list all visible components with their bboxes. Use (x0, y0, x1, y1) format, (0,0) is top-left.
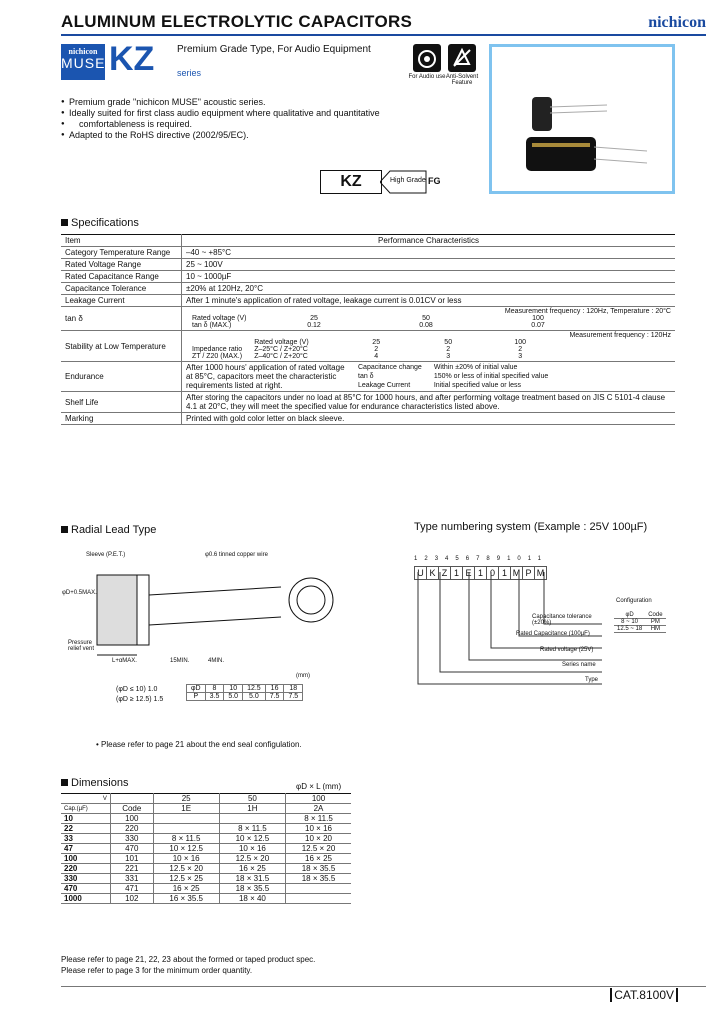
spec-item: tan δ (61, 307, 182, 331)
tan-table (186, 315, 594, 329)
series-label: series (177, 68, 202, 78)
table-row (61, 874, 351, 884)
stab-v: 100 (514, 339, 527, 346)
type-char: 0 (486, 566, 499, 580)
wire-label: φ0.6 tinned copper wire (205, 552, 268, 558)
tan-measurement: Measurement frequency : 120Hz, Temperature : 20°C (504, 308, 671, 315)
type-numbering-heading: Type numbering system (Example : 25V 100µF) (414, 521, 648, 533)
footer-rule (61, 986, 706, 987)
tan-val: 0.07 (531, 322, 545, 329)
dim-header-v: V (61, 794, 110, 804)
type-index: 5 (455, 556, 466, 562)
end-seal-note: • Please refer to page 21 about the end seal configulation. (96, 740, 302, 749)
p-label: P (187, 693, 206, 701)
table-row (61, 834, 351, 844)
dim-voltage: 50 (219, 794, 285, 804)
dim-cell: 18 × 31.5 (219, 874, 285, 884)
dim-header-cap: Cap.(µF) (61, 804, 110, 814)
table-row (61, 794, 351, 804)
p-val: 7.5 (284, 693, 303, 701)
dim-cell: 8 × 11.5 (219, 824, 285, 834)
title-rule (61, 34, 706, 36)
stab-v: 25 (372, 339, 381, 346)
dim-code: 221 (110, 864, 153, 874)
dim-cell: 10 × 16 (286, 824, 351, 834)
type-char: 1 (474, 566, 487, 580)
length-label: L+αMAX. (112, 658, 137, 664)
spec-item: Rated Voltage Range (61, 259, 182, 271)
dim-voltage: 100 (286, 794, 351, 804)
dim-cap: 1000 (61, 894, 110, 904)
type-label-config: Configuration (616, 598, 652, 604)
dim-code: 102 (110, 894, 153, 904)
dim-code: 330 (110, 834, 153, 844)
type-index: 8 (486, 556, 497, 562)
table-row (61, 804, 351, 814)
dim-cell: 8 × 11.5 (286, 814, 351, 824)
stab-table (186, 339, 556, 360)
type-char: P (522, 566, 535, 580)
stab-val: 2 (446, 346, 451, 353)
dimensions-unit: φD × L (mm) (296, 782, 342, 791)
table-row (61, 235, 675, 247)
dim-cap: 220 (61, 864, 110, 874)
stab-v: 50 (444, 339, 453, 346)
spec-item: Endurance (61, 362, 182, 392)
type-indices (414, 556, 548, 562)
dim-cell (286, 894, 351, 904)
endurance-table (352, 363, 554, 390)
specifications-table (61, 234, 675, 425)
stab-val: 4 (374, 353, 379, 360)
dim-cap: 22 (61, 824, 110, 834)
type-label-voltage: Rated voltage (25V) (540, 647, 594, 653)
dim-cap: 330 (61, 874, 110, 884)
radial-heading: Radial Lead Type (61, 524, 156, 536)
dim-cap: 470 (61, 884, 110, 894)
dim-cell: 12.5 × 20 (153, 864, 219, 874)
len4-label: 4MIN. (208, 658, 225, 664)
feature-item: ● Adapted to the RoHS directive (2002/95/EC). (61, 130, 380, 141)
spec-value: –40 ~ +85°C (182, 247, 676, 259)
spec-item: Stability at Low Temperature (61, 331, 182, 362)
dim-code: 220 (110, 824, 153, 834)
header-perf: Performance Characteristics (182, 235, 676, 247)
end-label: Leakage Current (358, 382, 411, 389)
pd-val: 12.5 (243, 685, 266, 693)
type-index: 9 (496, 556, 508, 562)
endurance-text: After 1000 hours' application of rated voltage at 85°C, capacitors meet the characteristic requirements listed at right. (186, 363, 345, 390)
spec-value: ±20% at 120Hz, 20°C (182, 283, 676, 295)
dim-cell: 18 × 35.5 (286, 874, 351, 884)
specifications-heading: Specifications (61, 217, 139, 229)
table-row (61, 413, 675, 425)
dim-header-code: Code (110, 804, 153, 814)
spec-value: After storing the capacitors under no load at 85°C for 1000 hours, and after performing voltage treatment based on JIS C 5101-4 clause 4.1 at 20°C, they will meet the specified value for endurance characteristics listed above. (182, 392, 676, 413)
feature-item: ● Ideally suited for first class audio equipment where qualitative and quantitative (61, 108, 380, 119)
table-row (61, 854, 351, 864)
anti-solvent-icon-label: Anti-Solvent Feature (445, 74, 479, 86)
stab-val: 3 (518, 353, 523, 360)
type-index: 2 (424, 556, 435, 562)
pitch-note-1: (φD ≤ 10) 1.0 (116, 686, 158, 693)
type-index: 11 (527, 556, 549, 562)
cfg-cell: HM (645, 626, 665, 633)
tan-max-label: tan δ (MAX.) (192, 322, 232, 329)
dim-code: 101 (110, 854, 153, 864)
table-row (61, 884, 351, 894)
table-row (61, 814, 351, 824)
dim-cell: 10 × 20 (286, 834, 351, 844)
dim-cap: 100 (61, 854, 110, 864)
type-char: M (510, 566, 523, 580)
spec-item: Capacitance Tolerance (61, 283, 182, 295)
table-row (61, 392, 675, 413)
type-char: 1 (450, 566, 463, 580)
audio-icon (413, 44, 441, 72)
type-index: 3 (434, 556, 446, 562)
len15-label: 15MIN. (170, 658, 190, 664)
cfg-cell: PM (645, 619, 665, 626)
type-char: 1 (498, 566, 511, 580)
table-row (61, 307, 675, 331)
mm-label: (mm) (296, 673, 310, 679)
end-value: 150% or less of initial specified value (433, 373, 549, 380)
spec-value: After 1 minute's application of rated voltage, leakage current is 0.01CV or less (182, 295, 676, 307)
dim-cell: 10 × 12.5 (153, 844, 219, 854)
dim-cell: 12.5 × 20 (219, 854, 285, 864)
cfg-cell: 8 ~ 10 (614, 619, 645, 626)
dim-cell (153, 814, 219, 824)
end-value: Within ±20% of initial value (433, 364, 518, 371)
brand-logo: nichicon (648, 14, 706, 31)
audio-icon-label: For Audio use (408, 74, 446, 80)
dim-code: 471 (110, 884, 153, 894)
dim-cell: 16 × 25 (219, 864, 285, 874)
spec-value: 25 ~ 100V (182, 259, 676, 271)
pd-val: 10 (224, 685, 243, 693)
end-label: Capacitance change (358, 364, 422, 371)
capacitor-photo-icon (492, 47, 672, 191)
dim-cell: 16 × 35.5 (153, 894, 219, 904)
cfg-cell: 12.5 ~ 18 (614, 626, 645, 633)
pitch-table (186, 684, 303, 701)
stab-val: 2 (374, 346, 379, 353)
muse-logo-line1: nichicon (68, 47, 98, 56)
dim-vcode: 1E (153, 804, 219, 814)
p-val: 7.5 (265, 693, 284, 701)
pd-val: 18 (284, 685, 303, 693)
dim-code: 100 (110, 814, 153, 824)
stab-val: 3 (446, 353, 451, 360)
table-row (61, 283, 675, 295)
catalog-number: CAT.8100V (610, 988, 678, 1002)
table-row (61, 295, 675, 307)
stab-ir-label: Impedance ratio (192, 346, 243, 353)
table-row (61, 259, 675, 271)
anti-solvent-icon (448, 44, 476, 72)
sleeve-label: Sleeve (P.E.T.) (86, 552, 126, 558)
config-table (614, 612, 666, 633)
stab-zt-label: ZT / Z20 (MAX.) (192, 353, 243, 360)
pitch-note-2: (φD ≥ 12.5) 1.5 (116, 696, 164, 703)
dim-cell (153, 824, 219, 834)
header-item: Item (61, 235, 182, 247)
table-row (61, 247, 675, 259)
tan-rv-label: Rated voltage (V) (192, 315, 247, 322)
pd-label: φD (187, 685, 206, 693)
spec-item: Rated Capacitance Range (61, 271, 182, 283)
page-title: ALUMINUM ELECTROLYTIC CAPACITORS (61, 12, 413, 31)
spec-item: Leakage Current (61, 295, 182, 307)
spec-value: 10 ~ 1000µF (182, 271, 676, 283)
stab-r2-label: Z–40°C / Z+20°C (254, 353, 308, 360)
dim-cell: 10 × 12.5 (219, 834, 285, 844)
type-index: 4 (445, 556, 456, 562)
type-char: Z (438, 566, 451, 580)
tan-v: 100 (532, 315, 544, 322)
type-char: U (414, 566, 427, 580)
dim-cap: 10 (61, 814, 110, 824)
feature-item-continuation: ● comfortableness is required. (61, 119, 380, 130)
tan-v: 25 (310, 315, 318, 322)
cfg-header: φD (614, 612, 645, 619)
p-val: 5.0 (224, 693, 243, 701)
spec-item: Category Temperature Range (61, 247, 182, 259)
end-label: tan δ (358, 373, 374, 380)
dim-cell: 12.5 × 25 (153, 874, 219, 884)
dim-cap: 47 (61, 844, 110, 854)
type-index: 10 (507, 556, 528, 562)
dim-cell: 16 × 25 (286, 854, 351, 864)
radial-lead-diagram (61, 545, 361, 675)
dim-code: 331 (110, 874, 153, 884)
stab-val: 2 (518, 346, 523, 353)
footer-note: Please refer to page 3 for the minimum order quantity. (61, 966, 253, 975)
type-index: 1 (414, 556, 425, 562)
type-char: M (534, 566, 547, 580)
tan-val: 0.12 (307, 322, 321, 329)
stab-rv-label: Rated voltage (V) (254, 339, 309, 346)
fg-label: FG (428, 176, 441, 186)
pd-val: 16 (265, 685, 284, 693)
kz-diagram-box: KZ (320, 170, 382, 194)
end-value: Initial specified value or less (433, 382, 521, 389)
tan-val: 0.08 (419, 322, 433, 329)
table-row (61, 894, 351, 904)
phid-label: φD+0.5MAX. (62, 590, 97, 596)
table-row (61, 271, 675, 283)
dim-cap: 33 (61, 834, 110, 844)
dim-cell (286, 884, 351, 894)
dim-vcode: 2A (286, 804, 351, 814)
series-code: KZ (109, 40, 155, 78)
muse-logo-line2: MUSE (61, 55, 106, 71)
high-grade-label: High Grade (390, 177, 426, 184)
dim-code: 470 (110, 844, 153, 854)
dim-cell (219, 814, 285, 824)
table-row (61, 864, 351, 874)
type-label-type: Type (585, 677, 599, 683)
dim-cell: 18 × 40 (219, 894, 285, 904)
type-index: 7 (476, 556, 487, 562)
dim-cell: 10 × 16 (219, 844, 285, 854)
table-row (61, 331, 675, 362)
tan-v: 50 (422, 315, 430, 322)
type-label-capacitance: Rated Capacitance (100µF) (516, 631, 590, 637)
spec-item: Shelf Life (61, 392, 182, 413)
p-val: 5.0 (243, 693, 266, 701)
product-photo (489, 44, 675, 194)
type-char: K (426, 566, 439, 580)
dimensions-table (61, 793, 351, 904)
feature-item: ● Premium grade "nichicon MUSE" acoustic series. (61, 97, 380, 108)
table-row (61, 362, 675, 392)
table-row (61, 824, 351, 834)
dim-vcode: 1H (219, 804, 285, 814)
footer-note: Please refer to page 21, 22, 23 about the formed or taped product spec. (61, 955, 316, 964)
table-row (61, 844, 351, 854)
stab-r1-label: Z–25°C / Z+20°C (254, 346, 308, 353)
series-tagline: Premium Grade Type, For Audio Equipment (177, 44, 371, 55)
dim-cell: 16 × 25 (153, 884, 219, 894)
spec-item: Marking (61, 413, 182, 425)
type-label-series: Series name (562, 662, 596, 668)
pressure-label: Pressure relief vent (68, 640, 95, 652)
dim-cell: 18 × 35.5 (286, 864, 351, 874)
dimensions-heading: Dimensions (61, 777, 128, 789)
type-index: 6 (465, 556, 477, 562)
type-char: E (462, 566, 475, 580)
dim-voltage: 25 (153, 794, 219, 804)
dim-cell: 8 × 11.5 (153, 834, 219, 844)
dim-cell: 12.5 × 20 (286, 844, 351, 854)
pd-val: 8 (205, 685, 224, 693)
dim-cell: 18 × 35.5 (219, 884, 285, 894)
feature-list (61, 97, 380, 141)
muse-logo (61, 44, 105, 80)
spec-value: Printed with gold color letter on black sleeve. (182, 413, 676, 425)
stab-measurement: Measurement frequency : 120Hz (569, 332, 671, 339)
cfg-header: Code (645, 612, 665, 619)
dim-cell: 10 × 16 (153, 854, 219, 864)
type-label-tolerance: Capacitance tolerance (±20%) (532, 614, 592, 626)
p-val: 3.5 (205, 693, 224, 701)
